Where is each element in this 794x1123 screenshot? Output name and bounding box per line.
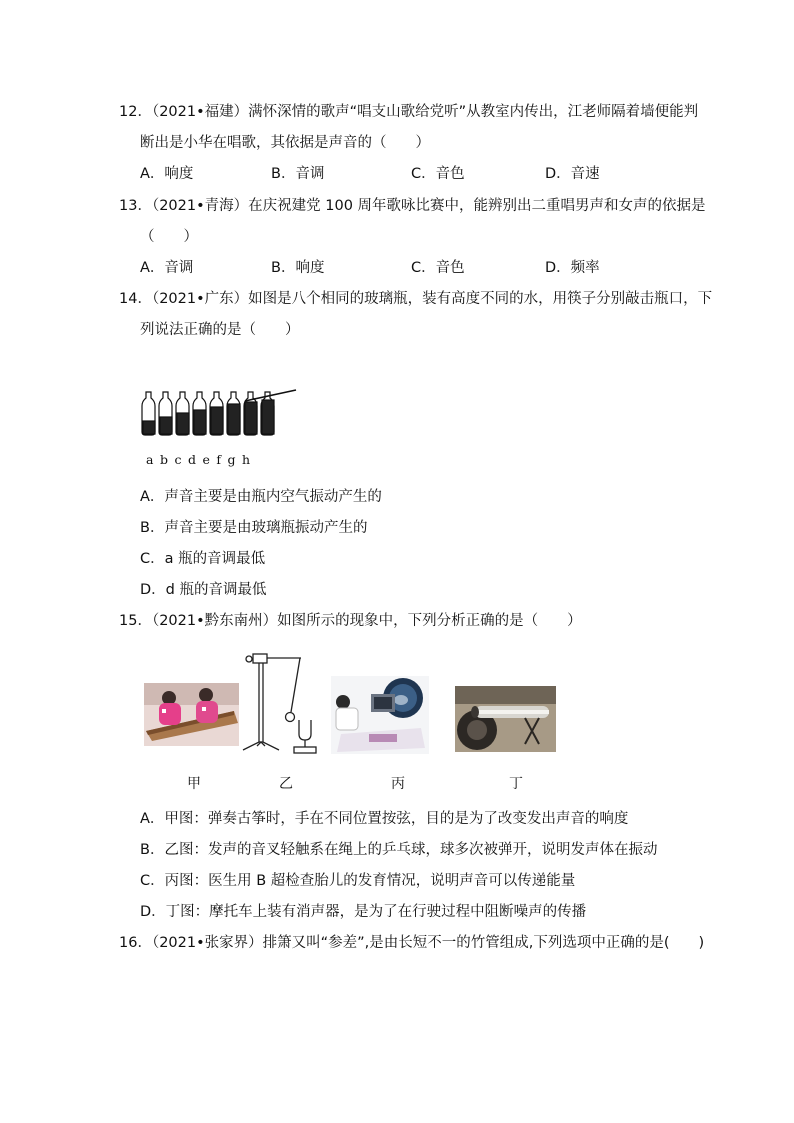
q12-option-c: C．音色 <box>411 166 465 182</box>
ultrasound-photo <box>331 676 429 754</box>
q13-stem-line2: （ ） <box>140 229 198 245</box>
figure-caption-jia: 甲 <box>187 776 201 792</box>
figure-caption-bing: 丙 <box>391 776 405 792</box>
q15-option-b: B．乙图：发声的音叉轻触系在绳上的乒乓球，球多次被弹开，说明发声体在振动 <box>140 842 658 858</box>
bottle-h <box>261 392 274 435</box>
q14-option-b: B．声音主要是由玻璃瓶振动产生的 <box>140 520 368 536</box>
q12-option-b: B．音调 <box>271 166 325 182</box>
bottle-c <box>176 392 189 435</box>
q14-stem-line1: 14．（2021•广东）如图是八个相同的玻璃瓶，装有高度不同的水，用筷子分别敲击瓶口，下 <box>119 291 713 307</box>
bottles-figure <box>140 385 305 455</box>
q15-option-c: C．丙图：医生用 B 超检查胎儿的发育情况，说明声音可以传递能量 <box>140 873 576 889</box>
q15-option-d: D．丁图：摩托车上装有消声器，是为了在行驶过程中阻断噪声的传播 <box>140 904 587 920</box>
q14-stem-line2: 列说法正确的是（ ） <box>140 322 300 338</box>
guzheng-photo <box>144 683 239 746</box>
q13-option-c: C．音色 <box>411 260 465 276</box>
muffler-photo <box>455 686 556 752</box>
q15-option-a: A．甲图：弹奏古筝时，手在不同位置按弦，目的是为了改变发出声音的响度 <box>140 811 629 827</box>
bottle-labels: abcdefgh <box>146 452 257 467</box>
q13-option-b: B．响度 <box>271 260 325 276</box>
q13-stem-line1: 13．（2021•青海）在庆祝建党 100 周年歌咏比赛中，能辨别出二重唱男声和女声的依据是 <box>119 198 706 214</box>
bottle-d <box>193 392 206 435</box>
q16-stem-line1: 16．（2021•张家界）排箫又叫“参差”,是由长短不一的竹管组成,下列选项中正确的是( ) <box>119 935 705 951</box>
figure-caption-ding: 丁 <box>509 776 523 792</box>
bottle-a <box>142 392 155 435</box>
q14-option-d: D．d 瓶的音调最低 <box>140 582 267 598</box>
bottle-b <box>159 392 172 435</box>
q12-stem-line2: 断出是小华在唱歌，其依据是声音的（ ） <box>140 135 430 151</box>
q13-option-a: A．音调 <box>140 260 194 276</box>
bottle-e <box>210 392 223 435</box>
q13-option-d: D．频率 <box>545 260 600 276</box>
q12-stem-line1: 12．（2021•福建）满怀深情的歌声“唱支山歌给党听”从教室内传出，江老师隔着墙便能判 <box>119 104 699 120</box>
q15-stem-line1: 15．（2021•黔东南州）如图所示的现象中，下列分析正确的是（ ） <box>119 613 582 629</box>
q12-option-a: A．响度 <box>140 166 194 182</box>
bottle-f <box>227 392 240 435</box>
q14-option-c: C．a 瓶的音调最低 <box>140 551 266 567</box>
q14-option-a: A．声音主要是由瓶内空气振动产生的 <box>140 489 382 505</box>
q12-option-d: D．音速 <box>545 166 600 182</box>
tuning-fork-figure <box>239 650 319 756</box>
figure-caption-yi: 乙 <box>279 776 293 792</box>
